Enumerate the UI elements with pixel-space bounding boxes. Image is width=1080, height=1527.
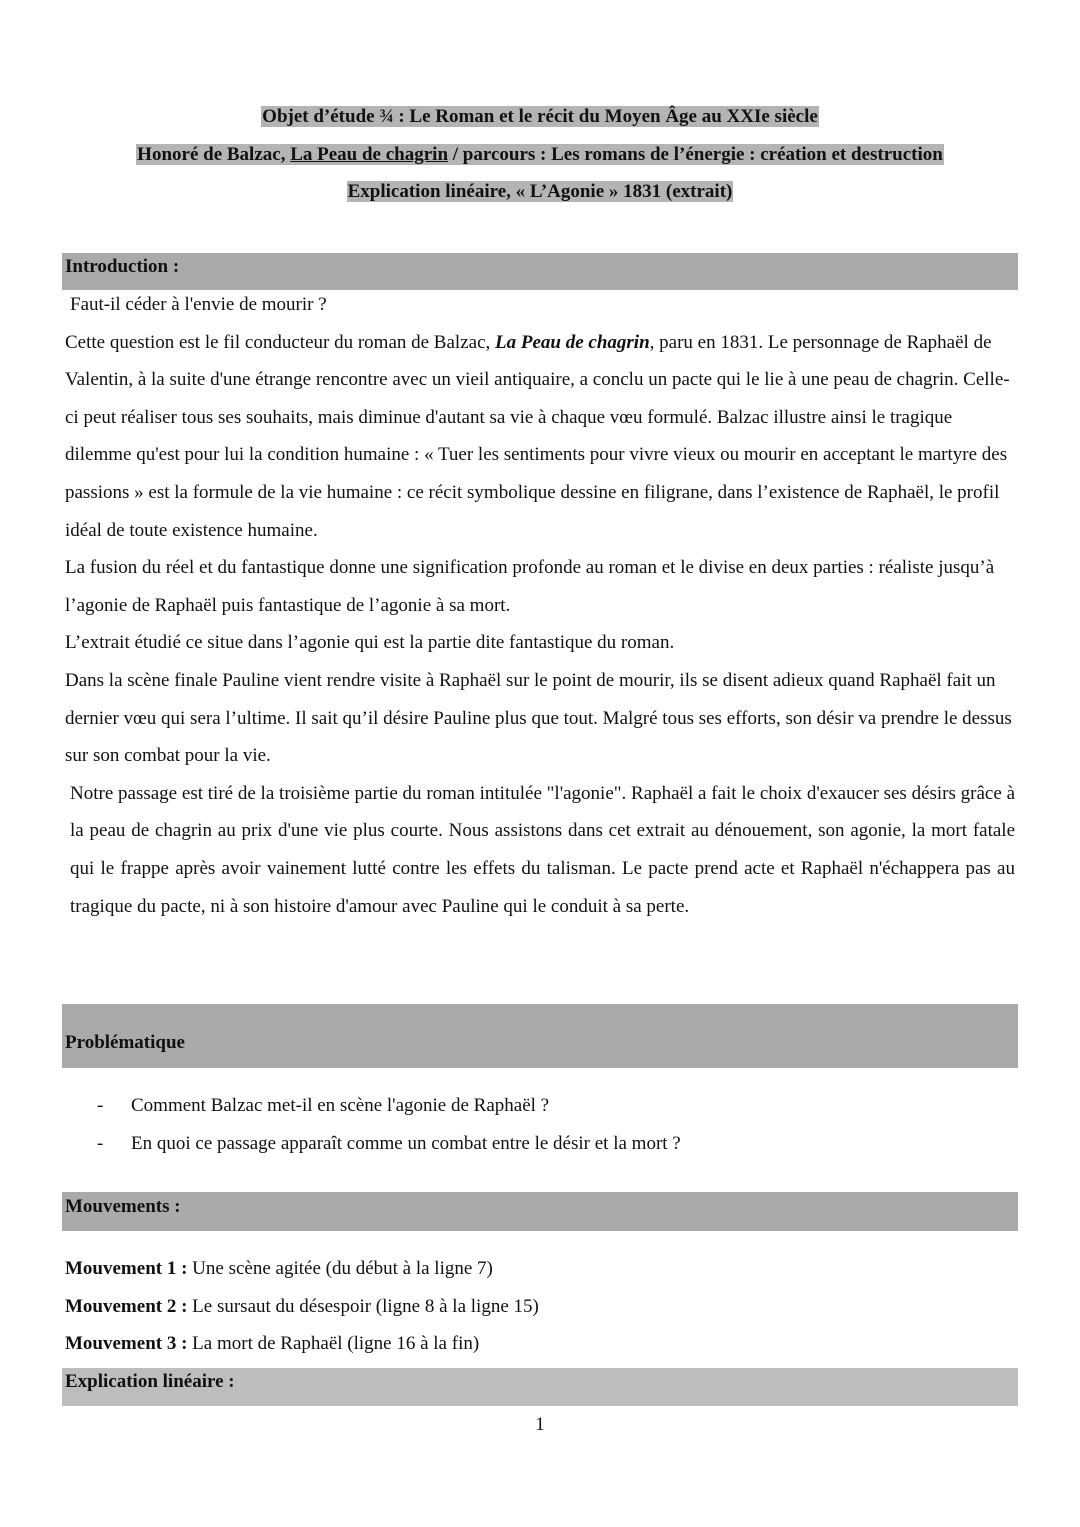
introduction-paragraph-1 <box>65 324 1015 550</box>
header-line-3-text: Explication linéaire, « L’Agonie » 1831 (extrait) <box>347 181 733 202</box>
introduction-paragraph-4: Dans la scène finale Pauline vient rendre visite à Raphaël sur le point de mourir, ils se disent adieux quand Raphaël fait un dernier vœu qui sera l’ultime. Il sait qu’il désire Pauline plus que tout. Malgré tous ses efforts, son désir va prendre le dessus sur son combat pour la vie. <box>65 669 1012 767</box>
introduction-paragraph-3: L’extrait étudié ce situe dans l’agonie qui est la partie dite fantastique du roman. <box>65 632 675 654</box>
introduction-heading: Introduction : <box>65 256 180 277</box>
section-band-mouvements <box>62 1192 1018 1231</box>
mouvement-3-text: La mort de Raphaël (ligne 16 à la fin) <box>187 1333 480 1355</box>
p1-rest: , paru en 1831. Le personnage de Raphaël de Valentin, à la suite d'une étrange rencontre avec un vieil antiquaire, a conclu un pacte qui le lie à une peau de chagrin. Celle-ci peut réaliser tous ses souhaits, mais diminue d'autant sa vie à chaque vœu formulé. Balzac illustre ainsi le tragique dilemme qu'est pour lui la condition humaine : « Tuer les sentiments pour vivre vieux ou mourir en acceptant le martyre des passions » est la formule de la vie humaine : ce récit symbolique dessine en filigrane, dans l’existence de Raphaël, le profil idéal de toute existence humaine. <box>65 331 1010 541</box>
header-line-3 <box>0 179 1080 205</box>
introduction-paragraph-5: Notre passage est tiré de la troisième partie du roman intitulée "l'agonie". Raphaël a fait le choix d'exaucer ses désirs grâce à la peau de chagrin au prix d'une vie plus courte. Nous assistons dans cet extrait au dénouement, son agonie, la mort fatale qui le frappe après avoir vainement lutté contre les effets du talisman. Le pacte prend acte et Raphaël n'échappera pas au tragique du pacte, ni à son histoire d'amour avec Pauline qui le conduit à sa perte. <box>70 782 1015 917</box>
problematique-item <box>97 1087 997 1125</box>
p1-start: Cette question est le fil conducteur du roman de Balzac, <box>65 331 495 353</box>
explication-heading: Explication linéaire : <box>65 1371 235 1392</box>
section-band-explication <box>62 1368 1018 1406</box>
page-number: 1 <box>535 1414 545 1435</box>
problematique-heading: Problématique <box>65 1032 185 1053</box>
header-line-1 <box>0 104 1080 130</box>
header-author: Honoré de Balzac, <box>137 144 291 165</box>
mouvement-3-label: Mouvement 3 : <box>65 1333 188 1355</box>
mouvement-1-text: Une scène agitée (du début à la ligne 7) <box>187 1258 493 1279</box>
p1-book-title: La Peau de chagrin <box>495 331 650 353</box>
introduction-paragraph-2: La fusion du réel et du fantastique donne une signification profonde au roman et le divise en deux parties : réaliste jusqu’à l’agonie de Raphaël puis fantastique de l’agonie à sa mort. <box>65 557 995 616</box>
problematique-item <box>97 1125 997 1163</box>
bullet-dash: - <box>97 1132 104 1154</box>
header-line-1-text: Objet d’étude ¾ : Le Roman et le récit du Moyen Âge au XXIe siècle <box>262 106 818 127</box>
problematique-item-1: Comment Balzac met-il en scène l'agonie de Raphaël ? <box>131 1095 550 1116</box>
header-line-2-text <box>136 144 944 165</box>
problematique-list <box>97 1087 997 1162</box>
mouvement-item <box>65 1250 539 1288</box>
mouvement-item <box>65 1288 539 1326</box>
header-line-2 <box>0 142 1080 168</box>
mouvements-heading: Mouvements : <box>65 1196 181 1217</box>
mouvement-2-text: Le sursaut du désespoir (ligne 8 à la ligne 15) <box>187 1295 539 1317</box>
mouvement-item <box>65 1325 539 1363</box>
mouvements-list <box>65 1250 539 1363</box>
header-parcours: / parcours : Les romans de l’énergie : création et destruction <box>448 144 943 165</box>
mouvement-1-label: Mouvement 1 : <box>65 1258 188 1279</box>
introduction-body <box>65 286 1015 925</box>
problematique-item-2: En quoi ce passage apparaît comme un combat entre le désir et la mort ? <box>131 1132 681 1154</box>
mouvement-2-label: Mouvement 2 : <box>65 1295 188 1317</box>
introduction-question: Faut-il céder à l'envie de mourir ? <box>70 294 327 315</box>
header-book-title: La Peau de chagrin <box>290 144 449 165</box>
bullet-dash: - <box>97 1095 104 1116</box>
section-band-problematique <box>62 1004 1018 1068</box>
section-band-introduction <box>62 253 1018 290</box>
